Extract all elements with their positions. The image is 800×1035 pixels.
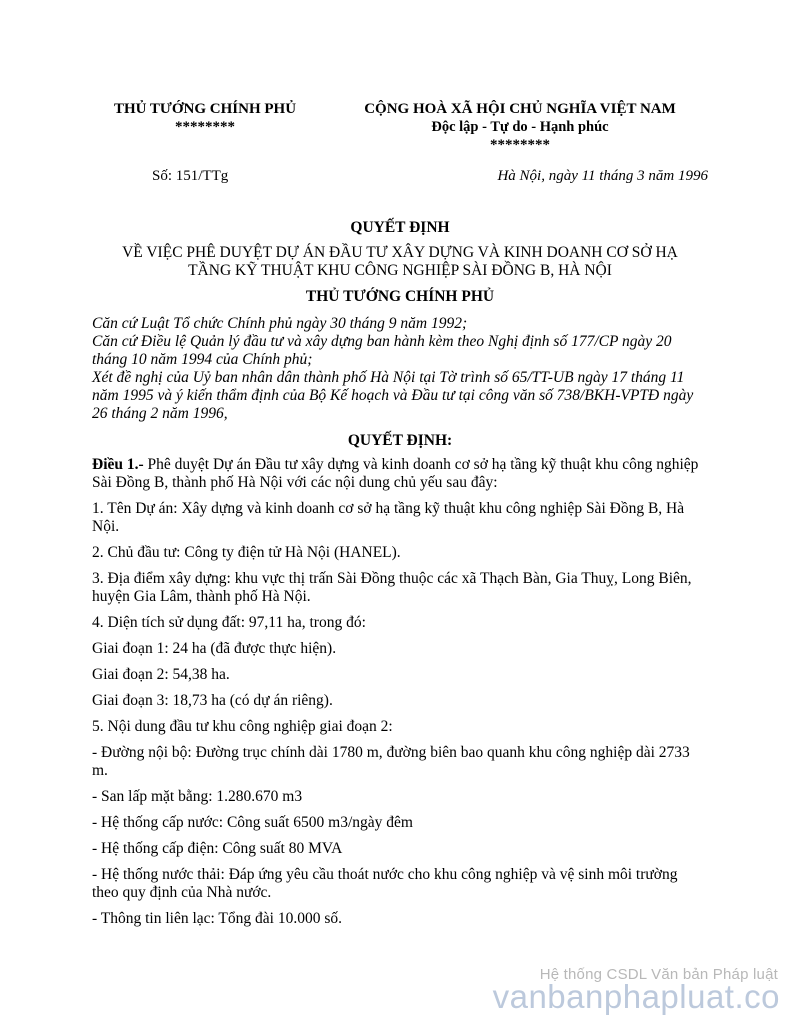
article-item: Giai đoạn 2: 54,38 ha. <box>92 666 230 683</box>
article-1-text: Phê duyệt Dự án Đầu tư xây dựng và kinh doanh cơ sở hạ tầng kỹ thuật khu công nghiệp Sài Đồng B, thành phố Hà Nội với các nội dung chủ yếu sau đây: <box>92 456 699 491</box>
national-title-block <box>345 100 695 154</box>
article-item: 3. Địa điểm xây dựng: khu vực thị trấn Sài Đồng thuộc các xã Thạch Bàn, Gia Thuỵ, Long Biên, huyện Gia Lâm, thành phố Hà Nội. <box>92 570 692 605</box>
article-item: - Đường nội bộ: Đường trục chính dài 1780 m, đường biên bao quanh khu công nghiệp dài 2733 m. <box>92 744 690 779</box>
motto-separator: ******** <box>490 137 550 153</box>
decides-heading: QUYẾT ĐỊNH: <box>347 432 453 449</box>
national-title: CỘNG HOÀ XÃ HỘI CHỦ NGHĨA VIỆT NAM <box>364 101 676 117</box>
article-item: - Hệ thống nước thải: Đáp ứng yêu cầu thoát nước cho khu công nghiệp và vệ sinh môi trường theo quy định của Nhà nước. <box>92 866 678 901</box>
issuing-authority: THỦ TƯỚNG CHÍNH PHỦ <box>113 101 297 117</box>
article-item: Giai đoạn 1: 24 ha (đã được thực hiện). <box>92 640 337 657</box>
watermark-site: vanbanphapluat.co <box>492 978 780 1015</box>
authority-heading: THỦ TƯỚNG CHÍNH PHỦ <box>305 288 495 305</box>
decision-body <box>92 456 704 936</box>
decision-heading: QUYẾT ĐỊNH <box>350 219 450 236</box>
article-1-label: Điều 1.- <box>92 456 144 473</box>
legal-basis-item: Căn cứ Điều lệ Quản lý đầu tư và xây dựng ban hành kèm theo Nghị định số 177/CP ngày 20 tháng 10 năm 1994 của Chính phủ; <box>92 333 672 368</box>
article-item: - Thông tin liên lạc: Tổng đài 10.000 số. <box>92 910 342 927</box>
document-number: Số: 151/TTg <box>152 168 229 184</box>
article-item: Giai đoạn 3: 18,73 ha (có dự án riêng). <box>92 692 333 709</box>
article-item: - Hệ thống cấp nước: Công suất 6500 m3/ngày đêm <box>92 814 413 831</box>
article-item: 2. Chủ đầu tư: Công ty điện tử Hà Nội (HANEL). <box>92 544 401 561</box>
article-1 <box>92 456 704 492</box>
issuing-authority-block <box>100 100 310 136</box>
decision-subject: VỀ VIỆC PHÊ DUYỆT DỰ ÁN ĐẦU TƯ XÂY DỰNG VÀ KINH DOANH CƠ SỞ HẠ TẦNG KỸ THUẬT KHU CÔNG NGHIỆP SÀI ĐỒNG B, HÀ NỘI <box>122 244 678 279</box>
article-item: 1. Tên Dự án: Xây dựng và kinh doanh cơ sở hạ tầng kỹ thuật khu công nghiệp Sài Đồng B, Hà Nội. <box>92 500 685 535</box>
article-item: 5. Nội dung đầu tư khu công nghiệp giai đoạn 2: <box>92 718 393 735</box>
authority-separator: ******** <box>175 119 235 135</box>
document-date: Hà Nội, ngày 11 tháng 3 năm 1996 <box>497 168 708 184</box>
legal-basis-item: Căn cứ Luật Tổ chức Chính phủ ngày 30 tháng 9 năm 1992; <box>92 315 468 332</box>
legal-bases <box>92 315 704 423</box>
article-item: - Hệ thống cấp điện: Công suất 80 MVA <box>92 840 343 857</box>
legal-basis-item: Xét đề nghị của Uỷ ban nhân dân thành phố Hà Nội tại Tờ trình số 65/TT-UB ngày 17 tháng 11 năm 1995 và ý kiến thẩm định của Bộ Kế hoạch và Đầu tư tại công văn số 738/BKH-VPTĐ ngày 26 tháng 2 năm 1996, <box>92 369 694 422</box>
article-item: 4. Diện tích sử dụng đất: 97,11 ha, trong đó: <box>92 614 366 631</box>
article-item: - San lấp mặt bằng: 1.280.670 m3 <box>92 788 303 805</box>
national-motto: Độc lập - Tự do - Hạnh phúc <box>431 119 609 135</box>
watermark-caption: Hệ thống CSDL Văn bản Pháp luật <box>539 966 778 983</box>
